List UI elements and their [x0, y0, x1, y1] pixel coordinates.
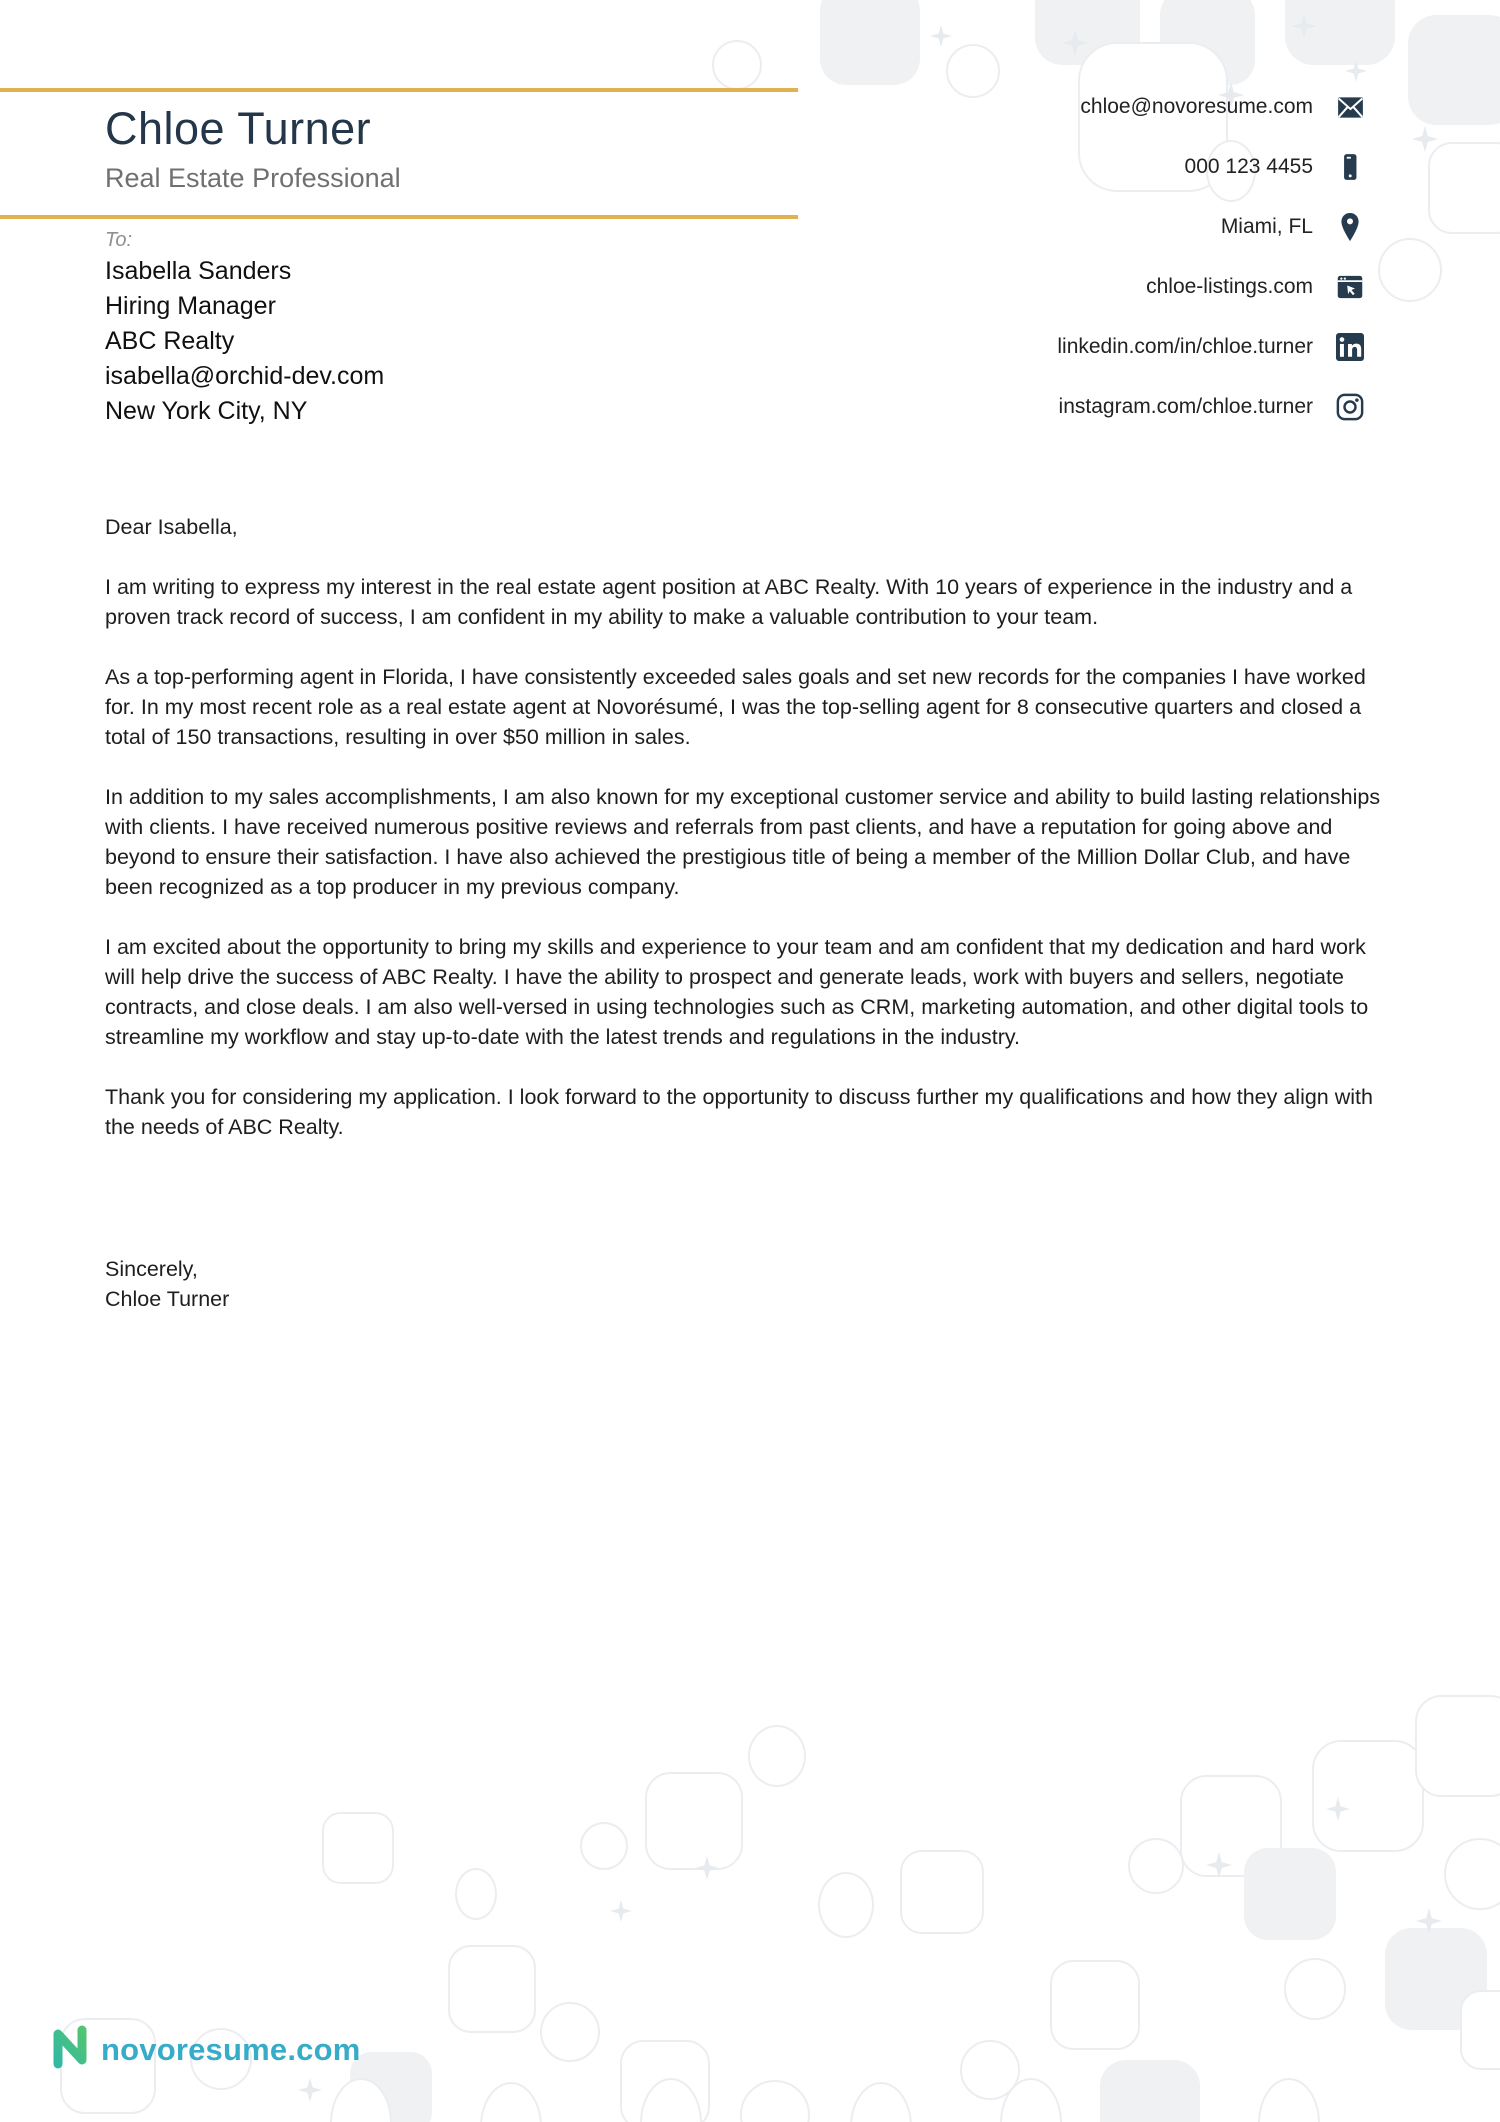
pattern-shape — [946, 44, 1000, 98]
pattern-shape — [1258, 2078, 1320, 2122]
pattern-shape — [645, 1772, 743, 1870]
signature: Chloe Turner — [105, 1287, 230, 1311]
paragraph-2: As a top-performing agent in Florida, I have consistently exceeded sales goals and set new records for the companies I have worked for. In my most recent role as a real estate agent at Novorésumé, I was the top-selling agent for 8 consecutive quarters and closed a total of 150 transactions, resulting in over $50 million in sales. — [105, 665, 1366, 749]
pattern-shape — [1128, 1838, 1184, 1894]
pattern-shape — [322, 1812, 394, 1884]
contact-linkedin[interactable]: linkedin.com/in/chloe.turner — [1057, 335, 1313, 358]
paragraph-1: I am writing to express my interest in the real estate agent position at ABC Realty. With 10 years of experience in the industry and a proven track record of success, I am confident in my ability to make a valuable contribution to your team. — [105, 575, 1353, 629]
website-icon — [1335, 272, 1365, 302]
closing-block — [105, 1254, 1397, 1314]
contact-row-email[interactable] — [1057, 92, 1365, 122]
recipient-role: Hiring Manager — [105, 292, 276, 320]
contact-row-instagram[interactable] — [1057, 392, 1365, 422]
contact-location: Miami, FL — [1220, 215, 1313, 238]
pattern-shape — [820, 0, 920, 85]
paragraph-4: I am excited about the opportunity to bring my skills and experience to your team and am confident that my dedication and hard work will help drive the success of ABC Realty. I have the ability to prospect and generate leads, work with buyers and sellers, negotiate contracts, and close deals. I am also well-versed in using technologies such as CRM, marketing automation, and other digital tools to streamline my workflow and stay up-to-date with the latest trends and regulations in the industry. — [105, 935, 1369, 1049]
brand-wordmark[interactable]: novoresume.com — [101, 2031, 361, 2067]
gold-rule-bottom — [0, 215, 798, 219]
pattern-shape — [1312, 1740, 1424, 1852]
pattern-shape — [455, 1868, 497, 1920]
letter-header — [105, 103, 401, 194]
contact-row-linkedin[interactable] — [1057, 332, 1365, 362]
pattern-shape — [580, 1822, 628, 1870]
to-label: To: — [105, 229, 133, 251]
pattern-shape — [1378, 238, 1442, 302]
pattern-shape — [540, 2002, 600, 2062]
linkedin-icon — [1335, 332, 1365, 362]
pattern-shape — [1284, 1958, 1346, 2020]
contact-list — [1057, 92, 1365, 452]
salutation: Dear Isabella, — [105, 515, 238, 539]
pattern-shape — [748, 1725, 806, 1787]
pattern-shape — [480, 2082, 542, 2122]
pattern-shape — [1444, 1838, 1500, 1910]
pattern-shape — [900, 1850, 984, 1934]
contact-phone: 000 123 4455 — [1184, 155, 1313, 178]
pattern-shape — [1428, 142, 1500, 234]
pattern-shape — [818, 1872, 874, 1938]
pattern-shape — [1050, 1960, 1140, 2050]
pattern-shape — [740, 2080, 810, 2122]
recipient-name: Isabella Sanders — [105, 257, 292, 285]
pattern-shape — [448, 1945, 536, 2033]
contact-row-website[interactable] — [1057, 272, 1365, 302]
pattern-shape — [298, 2078, 322, 2102]
closing: Sincerely, — [105, 1257, 198, 1281]
email-icon — [1335, 92, 1365, 122]
contact-email[interactable]: chloe@novoresume.com — [1080, 95, 1313, 118]
pattern-shape — [1244, 1848, 1336, 1940]
pattern-shape — [1100, 2060, 1200, 2122]
brand-footer[interactable] — [52, 2025, 361, 2074]
recipient-email[interactable]: isabella@orchid-dev.com — [105, 362, 385, 390]
instagram-icon — [1335, 392, 1365, 422]
gold-rule-top — [0, 88, 798, 92]
pattern-shape — [1285, 0, 1395, 65]
pattern-shape — [1460, 1990, 1500, 2070]
paragraph-5: Thank you for considering my application. I look forward to the opportunity to discuss further my qualifications and how they align with the needs of ABC Realty. — [105, 1085, 1373, 1139]
pattern-shape — [930, 25, 952, 47]
paragraph-3: In addition to my sales accomplishments, I am also known for my exceptional customer service and ability to build lasting relationships with clients. I have received numerous positive reviews and referrals from past clients, and have a reputation for going above and beyond to ensure their satisfaction. I have also achieved the prestigious title of being a member of the Million Dollar Club, and have been recognized as a top producer in my previous company. — [105, 785, 1381, 899]
novoresume-logo-icon — [52, 2025, 88, 2074]
contact-row-phone — [1057, 152, 1365, 182]
pattern-shape — [610, 1900, 632, 1922]
pattern-shape — [1415, 1695, 1500, 1797]
contact-instagram[interactable]: instagram.com/chloe.turner — [1058, 395, 1313, 418]
pattern-shape — [712, 40, 762, 90]
letter-body — [105, 512, 1397, 1314]
contact-row-location — [1057, 212, 1365, 242]
recipient-block — [105, 226, 384, 429]
pattern-shape — [1408, 15, 1500, 125]
recipient-company: ABC Realty — [105, 327, 235, 355]
contact-website[interactable]: chloe-listings.com — [1146, 275, 1313, 298]
person-name: Chloe Turner — [105, 103, 372, 154]
recipient-city: New York City, NY — [105, 397, 308, 425]
phone-icon — [1335, 152, 1365, 182]
pattern-shape — [850, 2082, 912, 2122]
location-icon — [1335, 212, 1365, 242]
person-title: Real Estate Professional — [105, 163, 401, 193]
